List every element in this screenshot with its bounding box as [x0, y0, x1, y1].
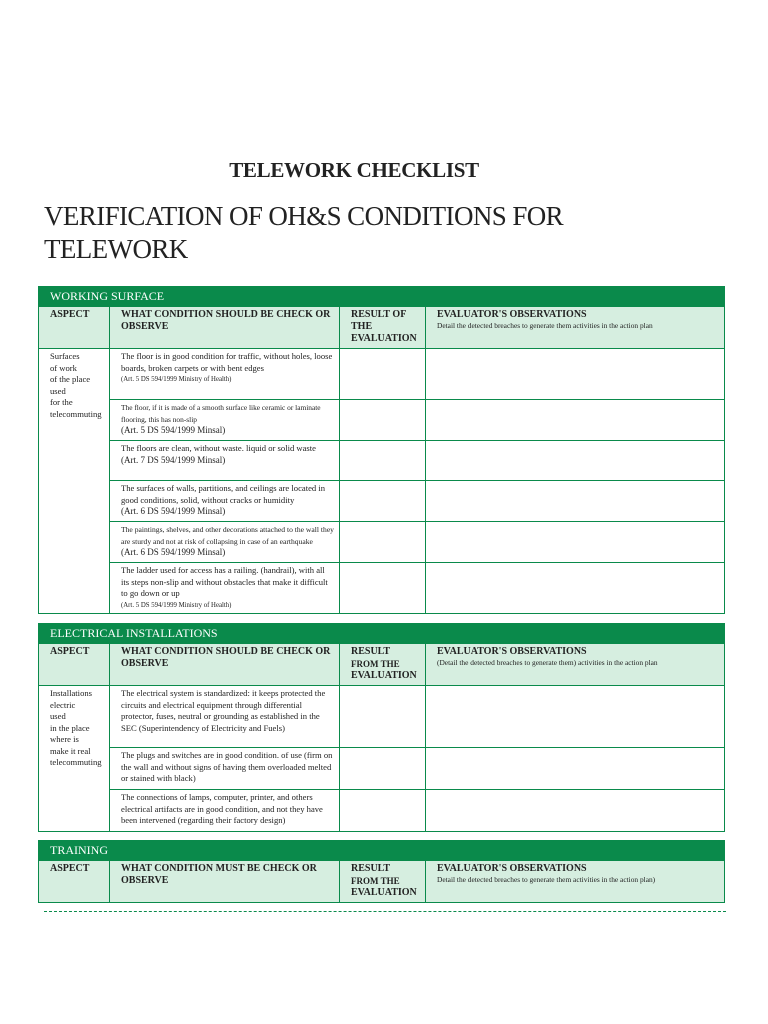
result-cell[interactable] [340, 748, 426, 790]
aspect-text: Surfaces of work of the place used for the telecommuting [50, 351, 102, 419]
header-condition: WHAT CONDITION SHOULD BE CHECK OR OBSERVE [110, 307, 340, 349]
header-result: RESULT OF THE EVALUATION [340, 307, 426, 349]
condition-reference: (Art. 6 DS 594/1999 Minsal) [121, 547, 226, 557]
section-title-bar: ELECTRICAL INSTALLATIONS [38, 623, 725, 643]
condition-text: The floors are clean, without waste. liquid or solid waste [121, 443, 316, 453]
table-header-row [39, 861, 725, 903]
result-cell[interactable] [340, 349, 426, 400]
condition-cell [110, 481, 340, 522]
table-row [39, 400, 725, 441]
condition-text: The ladder used for access has a railing. (handrail), with all its steps non-slip and without obstacles that make it difficult to go down or up [121, 565, 328, 598]
header-result-sub: FROM THE [351, 659, 400, 669]
condition-text: The electrical system is standardized: it keeps protected the circuits and electrical equipment through differential protector, fuses, neutral or grounding as established in the SEC (Superintendency of Electricity and Fuels) [121, 688, 326, 733]
condition-cell [110, 522, 340, 563]
header-observations [426, 307, 725, 349]
header-observations-label: EVALUATOR'S OBSERVATIONS [437, 863, 587, 874]
result-cell[interactable] [340, 686, 426, 748]
header-observations-label: EVALUATOR'S OBSERVATIONS [437, 646, 587, 657]
header-condition: WHAT CONDITION MUST BE CHECK OR OBSERVE [110, 861, 340, 903]
checklist-table [38, 306, 725, 614]
condition-cell [110, 686, 340, 748]
table-row [39, 563, 725, 614]
observations-cell[interactable] [426, 563, 725, 614]
header-observations-note: (Detail the detected breaches to generate them) activities in the action plan [437, 658, 658, 667]
table-row [39, 349, 725, 400]
document-title: TELEWORK CHECKLIST [229, 158, 479, 182]
header-aspect: ASPECT [39, 861, 110, 903]
header-result [340, 861, 426, 903]
observations-cell[interactable] [426, 686, 725, 748]
section-training [38, 840, 725, 903]
checklist-table [38, 860, 725, 903]
header-condition: WHAT CONDITION SHOULD BE CHECK OR OBSERVE [110, 644, 340, 686]
checklist-table [38, 643, 725, 832]
condition-cell [110, 441, 340, 481]
section-electrical-installations [38, 623, 725, 832]
header-result [340, 644, 426, 686]
observations-cell[interactable] [426, 349, 725, 400]
observations-cell[interactable] [426, 441, 725, 481]
result-cell[interactable] [340, 400, 426, 441]
header-aspect: ASPECT [39, 644, 110, 686]
condition-cell [110, 748, 340, 790]
condition-cell [110, 400, 340, 441]
observations-cell[interactable] [426, 481, 725, 522]
table-row [39, 441, 725, 481]
header-observations-note: Detail the detected breaches to generate them activities in the action plan) [437, 875, 656, 884]
header-result-tail: EVALUATION [351, 887, 417, 898]
condition-text: The plugs and switches are in good condition. of use (firm on the wall and without signs of having them overloaded melted or stained with black) [121, 750, 333, 783]
table-row [39, 481, 725, 522]
condition-text: The connections of lamps, computer, printer, and others electrical artifacts are in good condition, and not they have been intervened (regarding their factory design) [121, 792, 323, 825]
condition-reference: (Art. 5 DS 594/1999 Ministry of Health) [121, 376, 232, 383]
header-observations-note: Detail the detected breaches to generate them activities in the action plan [437, 321, 653, 330]
result-cell[interactable] [340, 522, 426, 563]
header-observations-label: EVALUATOR'S OBSERVATIONS [437, 309, 587, 320]
table-row [39, 686, 725, 748]
header-result-sub: FROM THE [351, 876, 400, 886]
observations-cell[interactable] [426, 522, 725, 563]
condition-text: The floor is in good condition for traffic, without holes, loose boards, broken carpets or with bent edges [121, 351, 333, 373]
condition-text: The surfaces of walls, partitions, and ceilings are located in good conditions, solid, without cracks or humidity [121, 483, 326, 505]
condition-cell [110, 349, 340, 400]
header-aspect: ASPECT [39, 307, 110, 349]
result-cell[interactable] [340, 563, 426, 614]
condition-text: The floor, if it is made of a smooth surface like ceramic or laminate flooring, this has non-slip [121, 403, 321, 424]
table-row [39, 748, 725, 790]
condition-reference: (Art. 5 DS 594/1999 Minsal) [121, 425, 226, 435]
result-cell[interactable] [340, 441, 426, 481]
result-cell[interactable] [340, 481, 426, 522]
table-row [39, 790, 725, 832]
header-observations [426, 861, 725, 903]
table-header-row [39, 644, 725, 686]
condition-text: The paintings, shelves, and other decorations attached to the wall they are sturdy and not at risk of collapsing in case of an earthquake [121, 525, 334, 546]
header-result-label: RESULT [351, 646, 391, 657]
page-cut-divider [44, 911, 726, 912]
section-title-bar: TRAINING [38, 840, 725, 860]
condition-reference: (Art. 5 DS 594/1999 Ministry of Health) [121, 601, 232, 609]
document-subtitle: VERIFICATION OF OH&S CONDITIONS FOR TELEWORK [44, 201, 564, 264]
header-result-tail: EVALUATION [351, 670, 417, 681]
table-header-row [39, 307, 725, 349]
aspect-cell [39, 686, 110, 832]
aspect-text: Installations electric used in the place where is make it real telecommuting [50, 688, 102, 767]
header-result-label: RESULT [351, 863, 391, 874]
observations-cell[interactable] [426, 790, 725, 832]
result-cell[interactable] [340, 790, 426, 832]
observations-cell[interactable] [426, 400, 725, 441]
section-working-surface [38, 286, 725, 614]
condition-cell [110, 563, 340, 614]
table-row [39, 522, 725, 563]
observations-cell[interactable] [426, 748, 725, 790]
condition-reference: (Art. 6 DS 594/1999 Minsal) [121, 506, 226, 516]
header-observations [426, 644, 725, 686]
section-title-bar: WORKING SURFACE [38, 286, 725, 306]
condition-reference: (Art. 7 DS 594/1999 Minsal) [121, 454, 226, 465]
condition-cell [110, 790, 340, 832]
aspect-cell [39, 349, 110, 614]
